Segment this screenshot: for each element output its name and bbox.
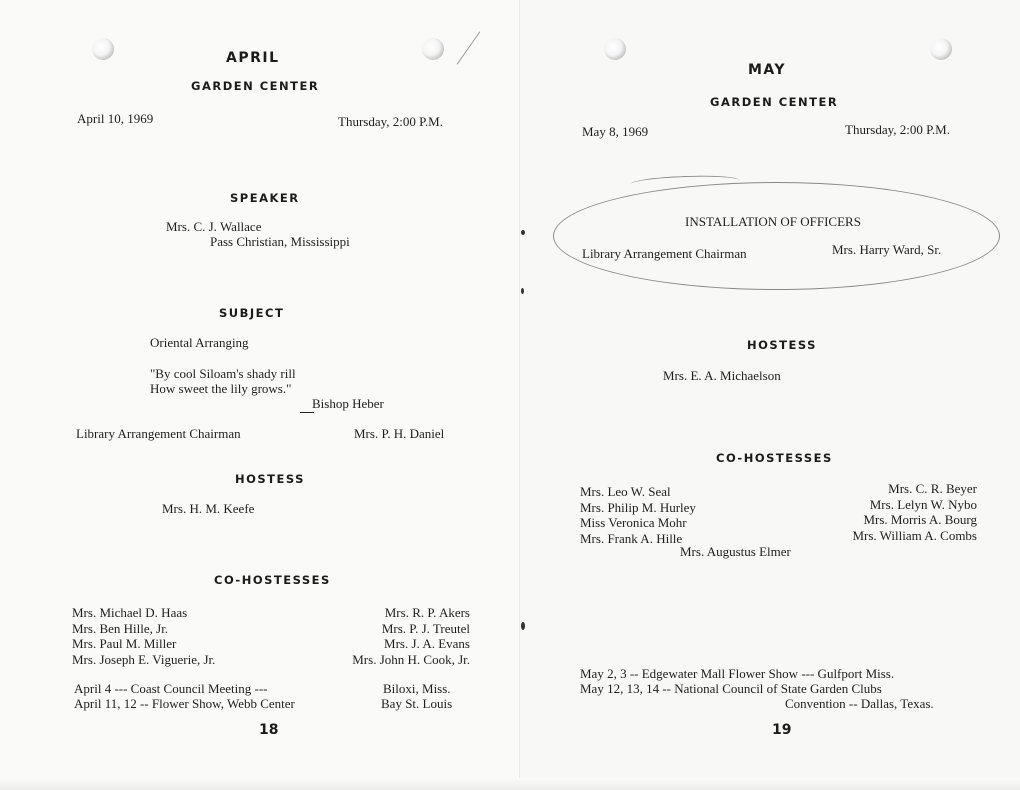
venue-heading: GARDEN CENTER (710, 95, 839, 109)
list-item: Mrs. P. J. Treutel (381, 620, 470, 636)
list-item: Mrs. John H. Cook, Jr. (352, 651, 470, 667)
chairman-label: Library Arrangement Chairman (582, 246, 747, 261)
event-line: April 11, 12 -- Flower Show, Webb Center (74, 696, 295, 711)
page-bottom-edge (0, 778, 1020, 790)
speaker-place: Pass Christian, Mississippi (210, 234, 350, 249)
ink-speck (521, 288, 524, 294)
page-number: 18 (259, 722, 279, 738)
punch-hole-icon (604, 38, 626, 60)
speaker-heading: SPEAKER (230, 191, 300, 205)
chairman-name: Mrs. P. H. Daniel (354, 426, 445, 441)
list-item: Mrs. Leo W. Seal (580, 484, 671, 499)
chairman-name: Mrs. Harry Ward, Sr. (832, 242, 942, 257)
list-item: Mrs. R. P. Akers (384, 605, 470, 620)
punch-hole-icon (930, 38, 952, 60)
punch-hole-icon (422, 38, 444, 60)
hostess-name: Mrs. E. A. Michaelson (663, 368, 781, 383)
event-line: Convention -- Dallas, Texas. (785, 696, 934, 711)
subject-text: Oriental Arranging (150, 335, 249, 350)
speaker-name: Mrs. C. J. Wallace (166, 219, 262, 234)
quote-author: Bishop Heber (312, 396, 384, 411)
installation-heading: INSTALLATION OF OFFICERS (685, 214, 861, 229)
cohostess-list-left (580, 484, 696, 546)
list-item: Mrs. Ben Hille, Jr. (72, 620, 169, 636)
handdrawn-oval (553, 182, 1000, 290)
list-item: Mrs. Morris A. Bourg (863, 512, 977, 527)
cohostess-list-right (312, 605, 470, 667)
venue-heading: GARDEN CENTER (191, 79, 320, 93)
cohostesses-heading: CO-HOSTESSES (214, 573, 331, 587)
month-heading: MAY (748, 62, 787, 78)
cohostess-center: Mrs. Augustus Elmer (680, 544, 791, 559)
quote-dash (300, 412, 314, 413)
event-line: May 2, 3 -- Edgewater Mall Flower Show --- Gulfport Miss. (580, 666, 895, 681)
quote-line: How sweet the lily grows." (150, 381, 292, 396)
event-place: Biloxi, Miss. (383, 681, 451, 696)
ink-speck (521, 622, 525, 630)
page-number: 19 (772, 722, 792, 738)
event-line: May 12, 13, 14 -- National Council of State Garden Clubs (580, 681, 882, 696)
ink-speck (521, 230, 525, 235)
list-item: Mrs. Philip M. Hurley (580, 499, 696, 515)
pen-mark (457, 31, 481, 64)
list-item: Mrs. Lelyn W. Nybo (869, 496, 977, 512)
list-item: Miss Veronica Mohr (580, 515, 687, 530)
month-heading: APRIL (226, 50, 280, 66)
list-item: Mrs. Paul M. Miller (72, 636, 177, 651)
list-item: Mrs. J. A. Evans (384, 636, 470, 651)
subject-heading: SUBJECT (219, 306, 285, 320)
event-place: Bay St. Louis (381, 696, 453, 711)
hostess-heading: HOSTESS (747, 338, 817, 352)
list-item: Mrs. Joseph E. Viguerie, Jr. (72, 651, 216, 667)
list-item: Mrs. C. R. Beyer (888, 481, 977, 496)
meeting-time: Thursday, 2:00 P.M. (338, 114, 443, 129)
list-item: Mrs. Frank A. Hille (580, 530, 683, 546)
meeting-time: Thursday, 2:00 P.M. (845, 122, 950, 137)
meeting-date: May 8, 1969 (582, 124, 649, 139)
hostess-name: Mrs. H. M. Keefe (162, 501, 255, 516)
hostess-heading: HOSTESS (235, 472, 305, 486)
meeting-date: April 10, 1969 (77, 111, 154, 126)
cohostess-list-left (72, 605, 215, 667)
cohostess-list-right (800, 481, 977, 543)
quote-line: "By cool Siloam's shady rill (150, 366, 296, 381)
chairman-label: Library Arrangement Chairman (76, 426, 241, 441)
punch-hole-icon (92, 38, 114, 60)
event-line: April 4 --- Coast Council Meeting --- (74, 681, 268, 696)
list-item: Mrs. William A. Combs (852, 527, 977, 543)
cohostesses-heading: CO-HOSTESSES (716, 451, 833, 465)
list-item: Mrs. Michael D. Haas (72, 605, 188, 620)
